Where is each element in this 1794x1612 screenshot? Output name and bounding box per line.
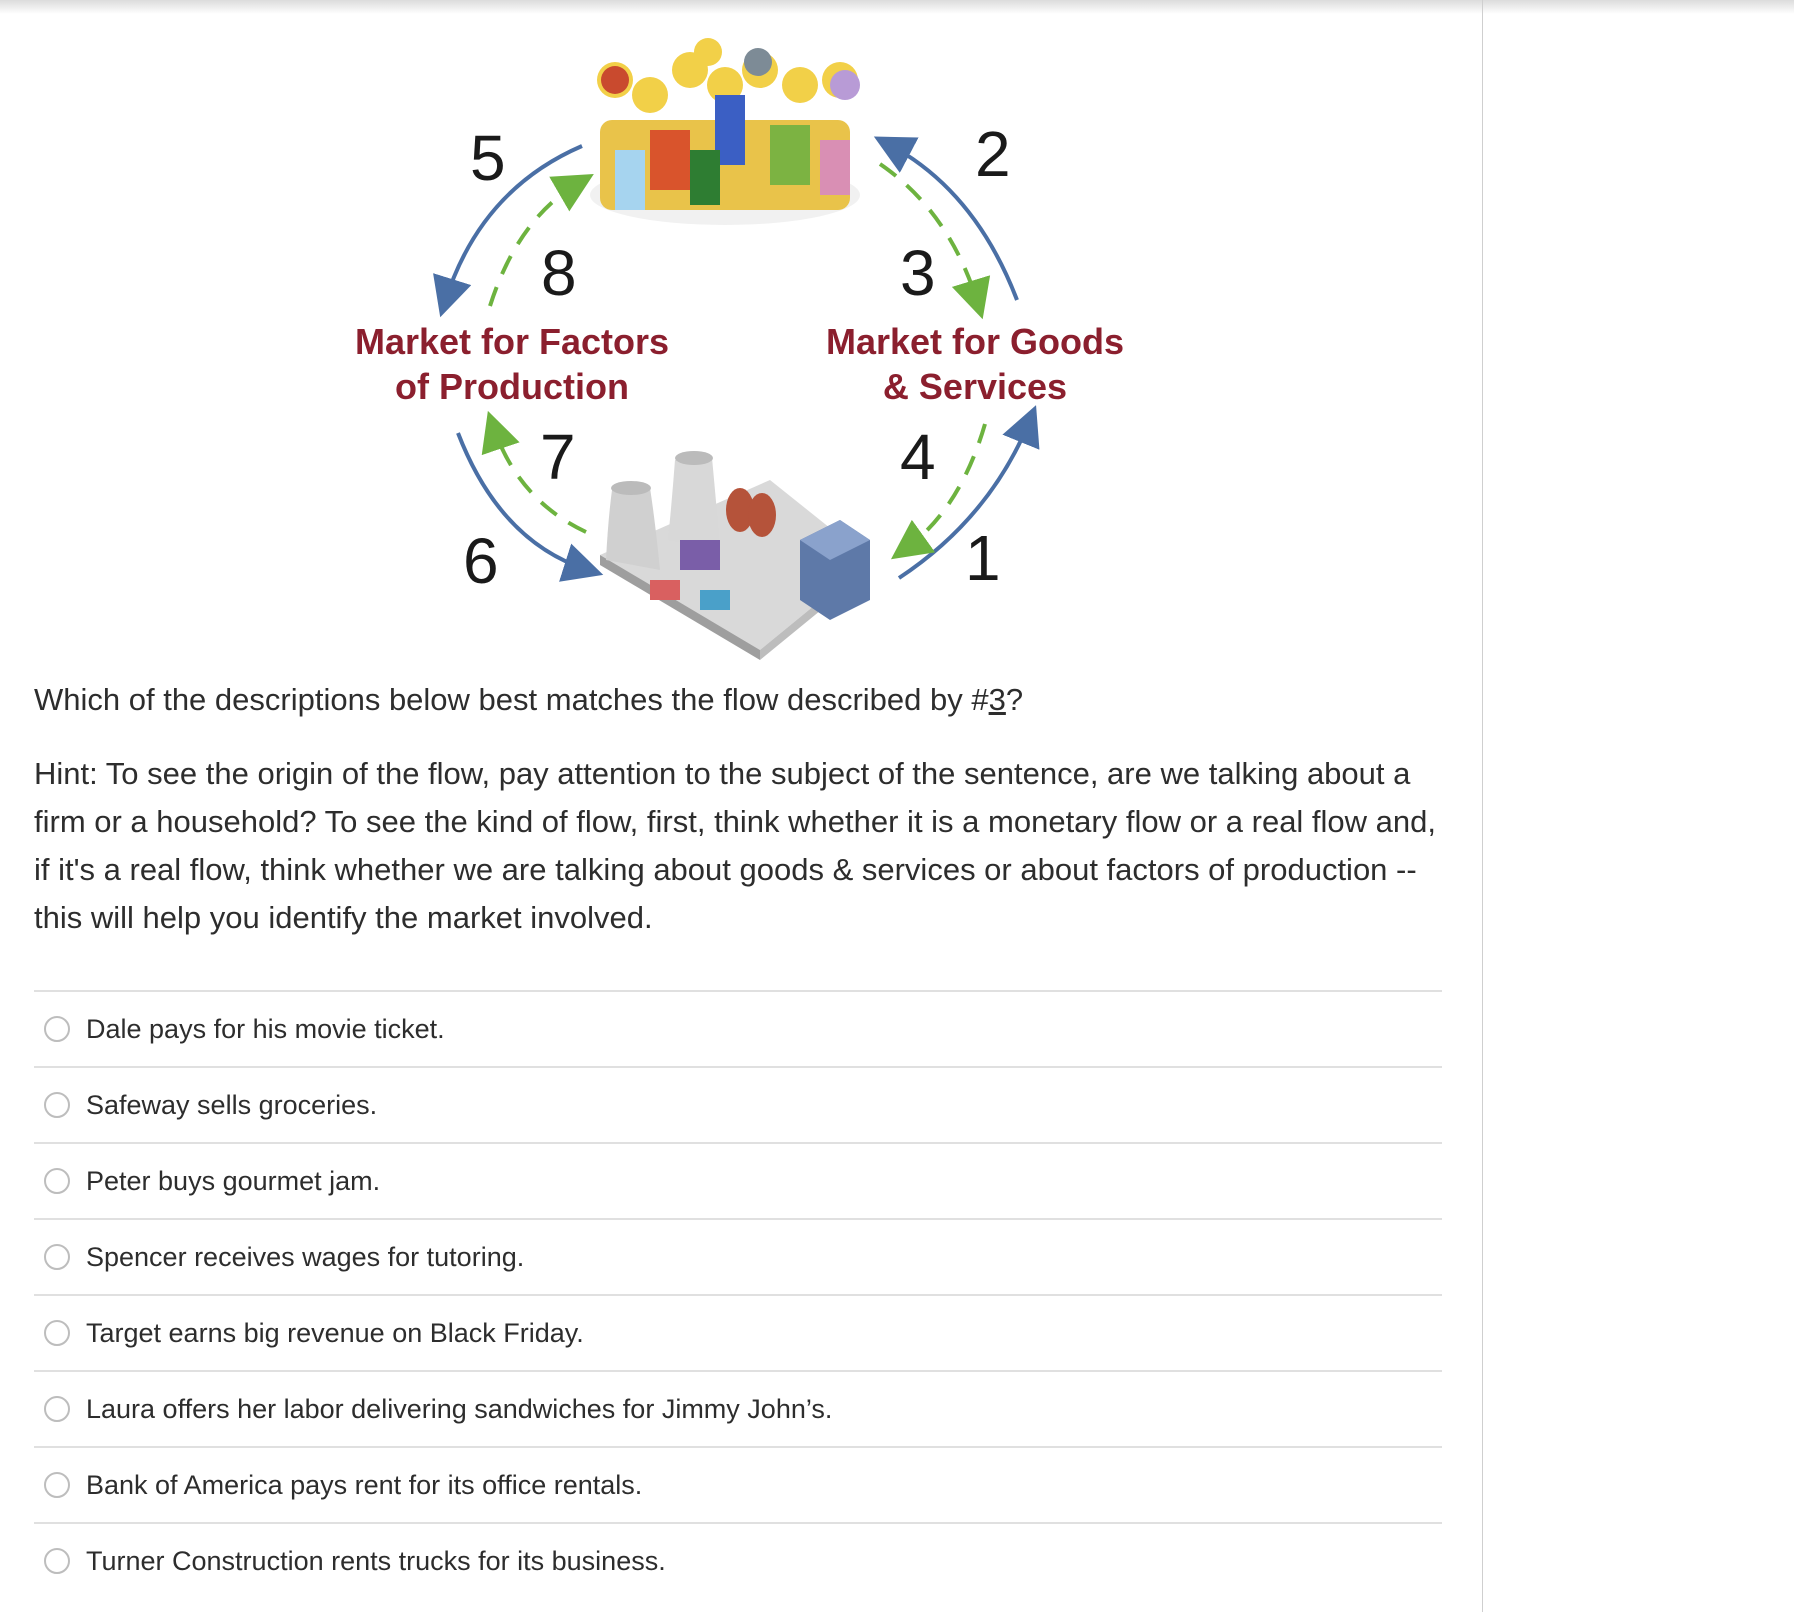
market-factors-line1: Market for Factors (354, 321, 670, 362)
question-ref: 3 (988, 682, 1006, 717)
option-row[interactable] (34, 1522, 1442, 1598)
hint-text: Hint: To see the origin of the flow, pay attention to the subject of the sentence, are we talking about a firm or a household? To see the kind of flow, first, think whether it is a monetary flow or a real flow and, if it's a real flow, think whether we are talking about goods & services or about factors of production -- this will help you identify the market involved. (34, 756, 1437, 935)
option-label[interactable]: Bank of America pays rent for its office rentals. (86, 1469, 643, 1500)
option-label[interactable]: Laura offers her labor delivering sandwiches for Jimmy John’s. (86, 1393, 833, 1424)
option-label[interactable]: Turner Construction rents trucks for its business. (86, 1545, 666, 1576)
question-prefix: Which of the descriptions below best matches the flow described by # (34, 682, 989, 717)
flow-number-4: 4 (900, 421, 936, 493)
option-label[interactable]: Safeway sells groceries. (86, 1089, 378, 1120)
flow-number-7: 7 (540, 421, 576, 493)
flow-number-3: 3 (900, 237, 936, 309)
market-goods-label (775, 319, 1175, 409)
option-label[interactable]: Dale pays for his movie ticket. (86, 1013, 445, 1044)
market-goods-line2: & Services (882, 366, 1068, 407)
option-row[interactable] (34, 1294, 1442, 1370)
option-row[interactable] (34, 1370, 1442, 1446)
radio-button[interactable] (44, 1244, 70, 1270)
radio-button[interactable] (44, 1168, 70, 1194)
option-row[interactable] (34, 1066, 1442, 1142)
market-goods-line1: Market for Goods (825, 321, 1125, 362)
flow-number-8: 8 (541, 237, 577, 309)
option-row[interactable] (34, 1218, 1442, 1294)
option-label[interactable]: Peter buys gourmet jam. (86, 1165, 381, 1196)
question-text (34, 680, 1454, 720)
question-suffix: ? (1005, 682, 1024, 717)
market-factors-line2: of Production (395, 366, 629, 407)
option-row[interactable] (34, 1446, 1442, 1522)
radio-button[interactable] (44, 1396, 70, 1422)
radio-button[interactable] (44, 1016, 70, 1042)
flow-number-6: 6 (463, 525, 499, 597)
circular-flow-diagram (0, 0, 1300, 670)
households-illustration (590, 38, 860, 225)
flow-number-1: 1 (965, 522, 1001, 594)
radio-button[interactable] (44, 1548, 70, 1574)
option-row[interactable] (34, 990, 1442, 1066)
firms-illustration (600, 451, 870, 660)
radio-button[interactable] (44, 1092, 70, 1118)
flow-number-5: 5 (470, 122, 506, 194)
radio-button[interactable] (44, 1472, 70, 1498)
option-label[interactable]: Target earns big revenue on Black Friday. (86, 1317, 584, 1348)
radio-button[interactable] (44, 1320, 70, 1346)
right-divider (1482, 0, 1483, 1612)
flow-number-2: 2 (975, 118, 1011, 190)
option-label[interactable]: Spencer receives wages for tutoring. (86, 1241, 525, 1272)
answer-options (34, 990, 1442, 1598)
option-row[interactable] (34, 1142, 1442, 1218)
market-factors-label (312, 319, 712, 409)
